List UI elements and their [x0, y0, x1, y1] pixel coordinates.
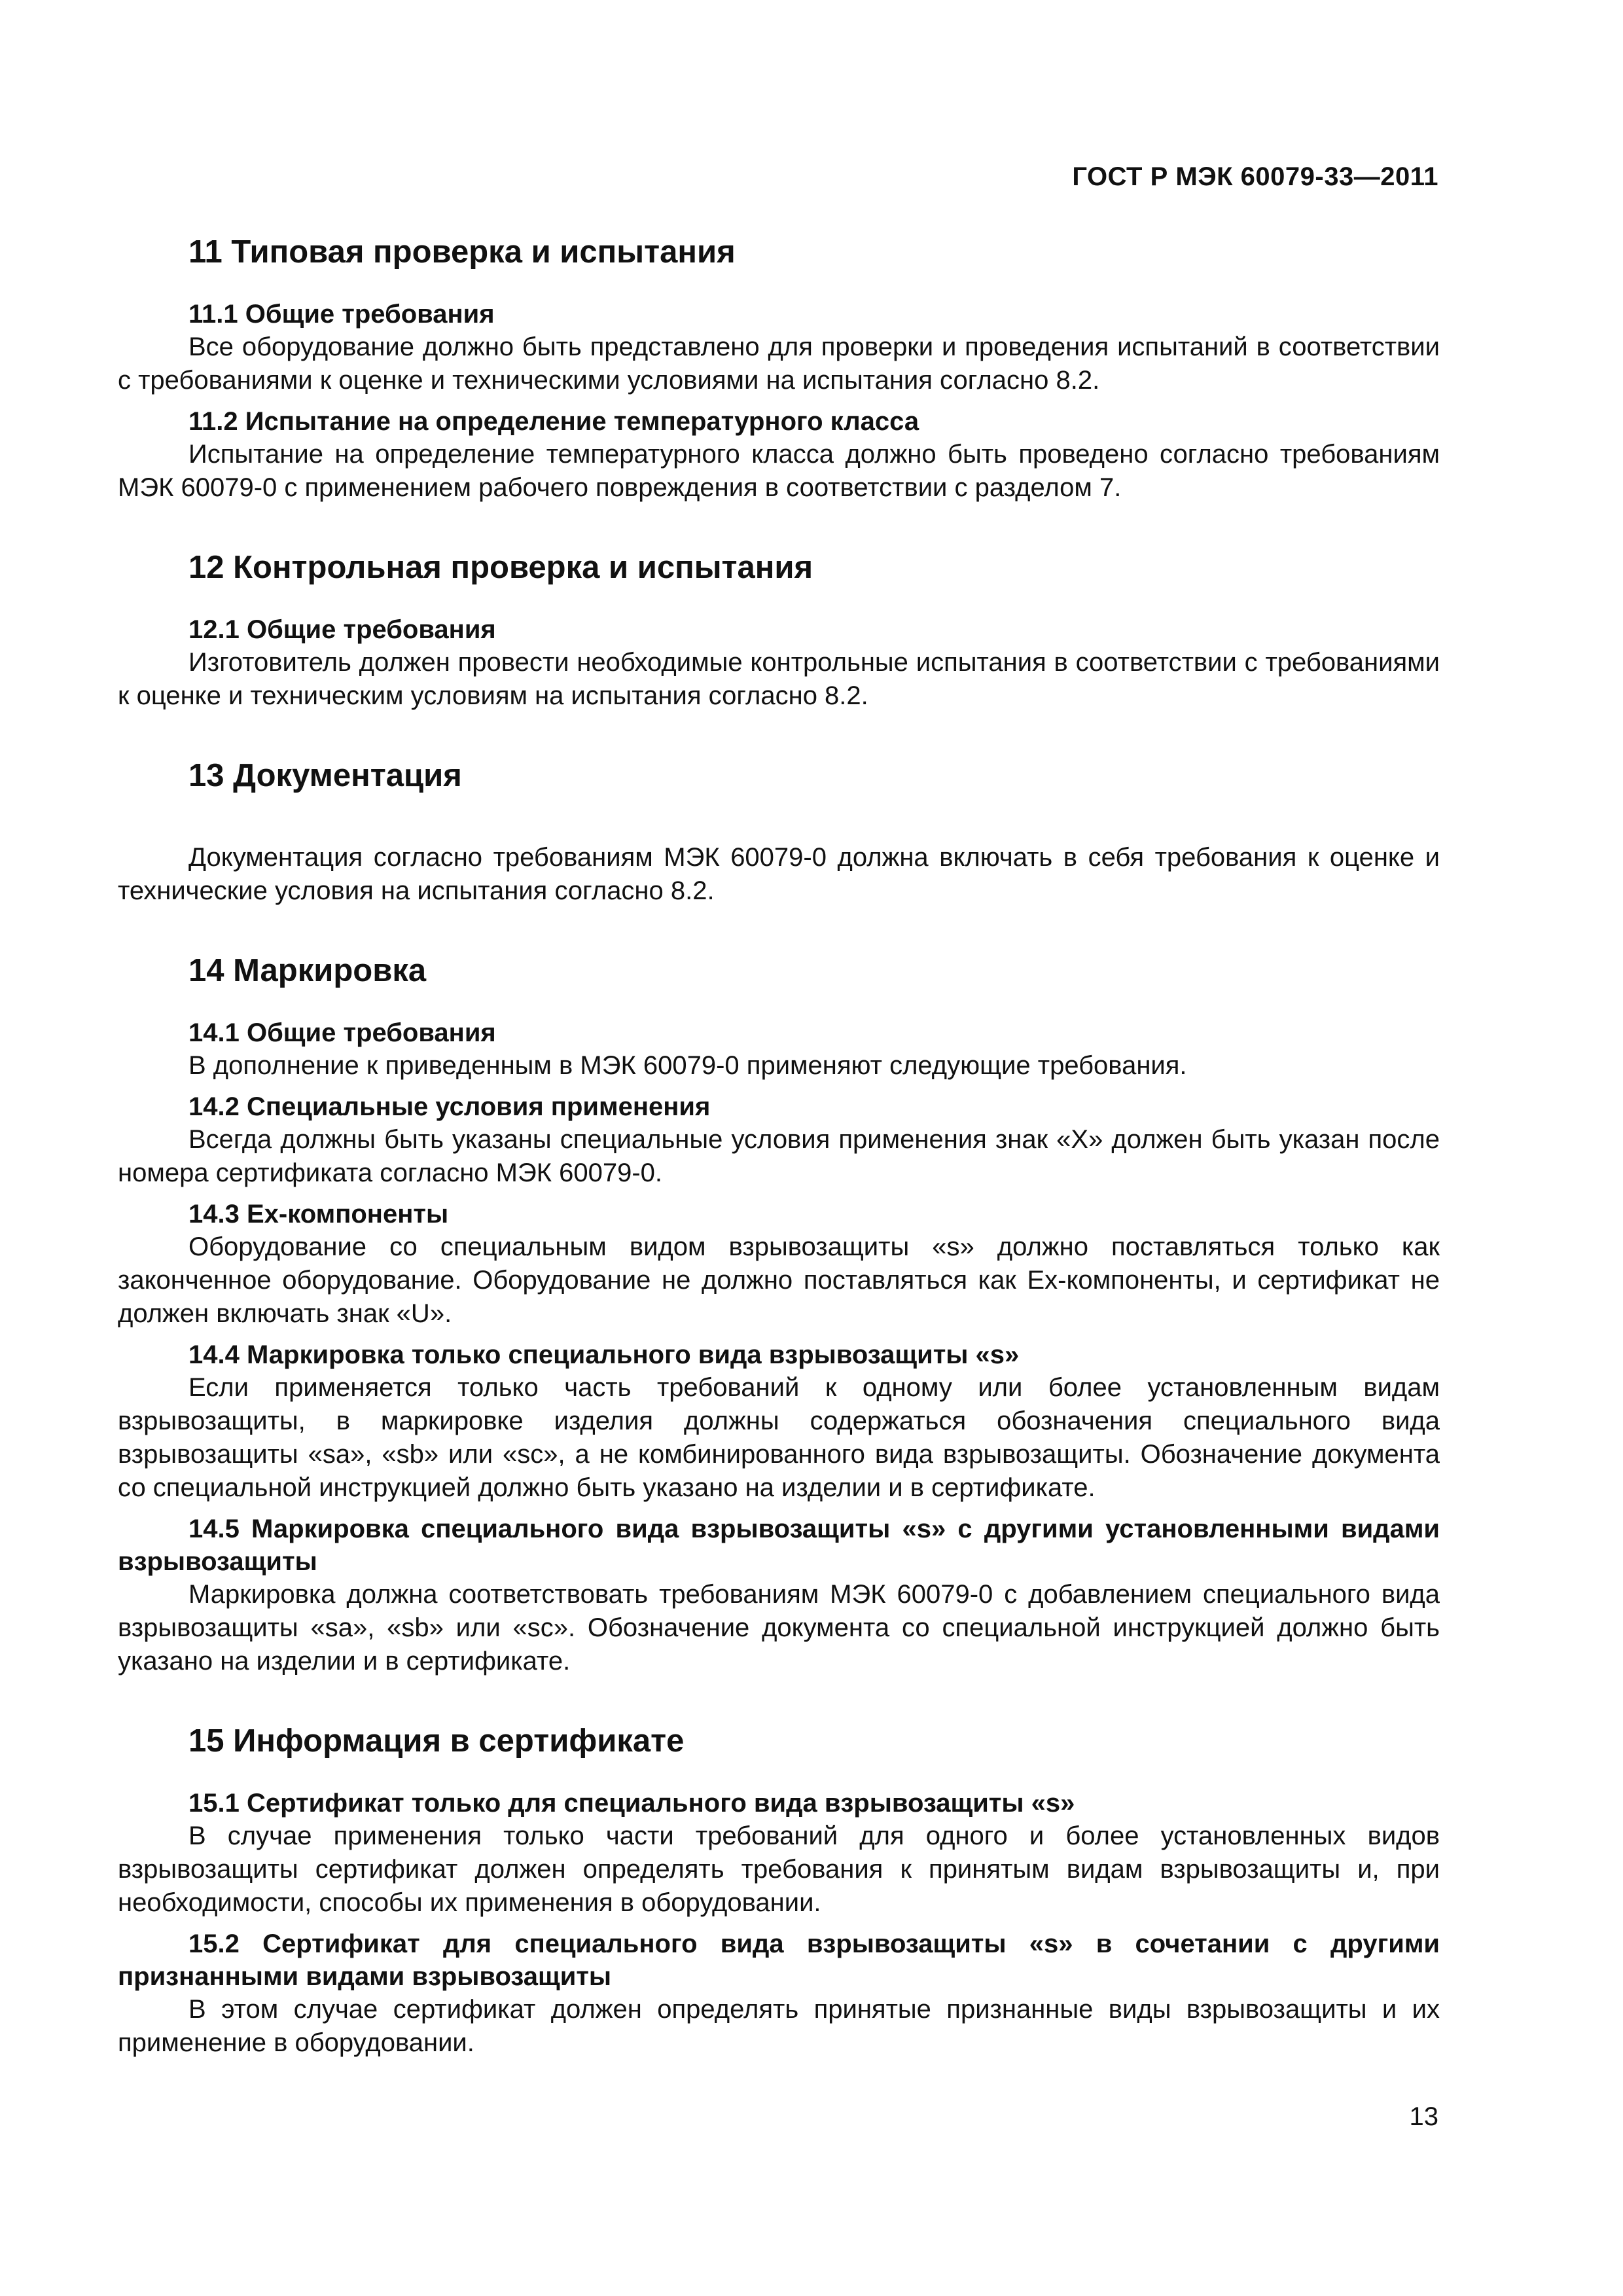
section-heading: 11 Типовая проверка и испытания	[188, 234, 736, 270]
subsection-heading: 14.4 Маркировка только специального вида взрывозащиты «s»	[188, 1340, 1020, 1369]
subsection-heading: 11.2 Испытание на определение температурного класса	[188, 407, 919, 436]
paragraph: Оборудование со специальным видом взрывозащиты «s» должно поставляться только как законченное оборудование. Оборудование не должно поставляться как Ex-компоненты, и сертификат не должен включать знак «U».	[118, 1232, 1440, 1328]
paragraph: Все оборудование должно быть представлено для проверки и проведения испытаний в соответствии с требованиями к оценке и техническими условиями на испытания согласно 8.2.	[118, 332, 1440, 395]
section-heading: 14 Маркировка	[188, 953, 427, 988]
subsection-heading: 12.1 Общие требования	[188, 615, 496, 644]
paragraph: Всегда должны быть указаны специальные условия применения знак «X» должен быть указан после номера сертификата согласно МЭК 60079-0.	[118, 1125, 1440, 1187]
section-heading: 13 Документация	[188, 758, 462, 793]
document-body	[118, 232, 1440, 2060]
paragraph: Маркировка должна соответствовать требованиям МЭК 60079-0 с добавлением специального вида взрывозащиты «sa», «sb» или «sc». Обозначение документа со специальной инструкцией должно быть указано на изделии и в сертификате.	[118, 1580, 1440, 1676]
page-number: 13	[1409, 2102, 1438, 2131]
subsection-heading: 14.3 Ex-компоненты	[188, 1200, 449, 1229]
paragraph: Изготовитель должен провести необходимые контрольные испытания в соответствии с требованиями к оценке и техническим условиям на испытания согласно 8.2.	[118, 648, 1440, 710]
paragraph: В дополнение к приведенным в МЭК 60079-0 применяют следующие требования.	[188, 1051, 1187, 1080]
subsection-heading: 14.2 Специальные условия применения	[188, 1092, 711, 1121]
subsection-heading: 14.5 Маркировка специального вида взрывозащиты «s» с другими установленными видами взрывозащиты	[118, 1515, 1440, 1576]
document-code: ГОСТ Р МЭК 60079-33—2011	[1072, 162, 1438, 191]
paragraph: Испытание на определение температурного класса должно быть проведено согласно требованиям МЭК 60079-0 с применением рабочего повреждения в соответствии с разделом 7.	[118, 440, 1440, 502]
subsection-heading: 14.1 Общие требования	[188, 1018, 496, 1047]
paragraph: В этом случае сертификат должен определять принятые признанные виды взрывозащиты и их применение в оборудовании.	[118, 1995, 1440, 2057]
subsection-heading: 15.1 Сертификат только для специального вида взрывозащиты «s»	[188, 1789, 1075, 1818]
subsection-heading: 15.2 Сертификат для специального вида взрывозащиты «s» в сочетании с другими признанными видами взрывозащиты	[118, 1929, 1440, 1991]
subsection-heading: 11.1 Общие требования	[188, 300, 495, 329]
paragraph: В случае применения только части требований для одного и более установленных видов взрывозащиты сертификат должен определять требования к принятым видам взрывозащиты и, при необходимости, способы их применения в оборудовании.	[118, 1821, 1440, 1917]
paragraph: Документация согласно требованиям МЭК 60079-0 должна включать в себя требования к оценке и технические условия на испытания согласно 8.2.	[118, 843, 1440, 905]
paragraph: Если применяется только часть требований к одному или более установленным видам взрывозащиты, в маркировке изделия должны содержаться обозначения специального вида взрывозащиты «sa», «sb» или «sc», а не комбинированного вида взрывозащиты. Обозначение документа со специальной инструкцией должно быть указано на изделии и в сертификате.	[118, 1373, 1440, 1502]
section-heading: 15 Информация в сертификате	[188, 1723, 685, 1759]
section-heading: 12 Контрольная проверка и испытания	[188, 550, 813, 585]
